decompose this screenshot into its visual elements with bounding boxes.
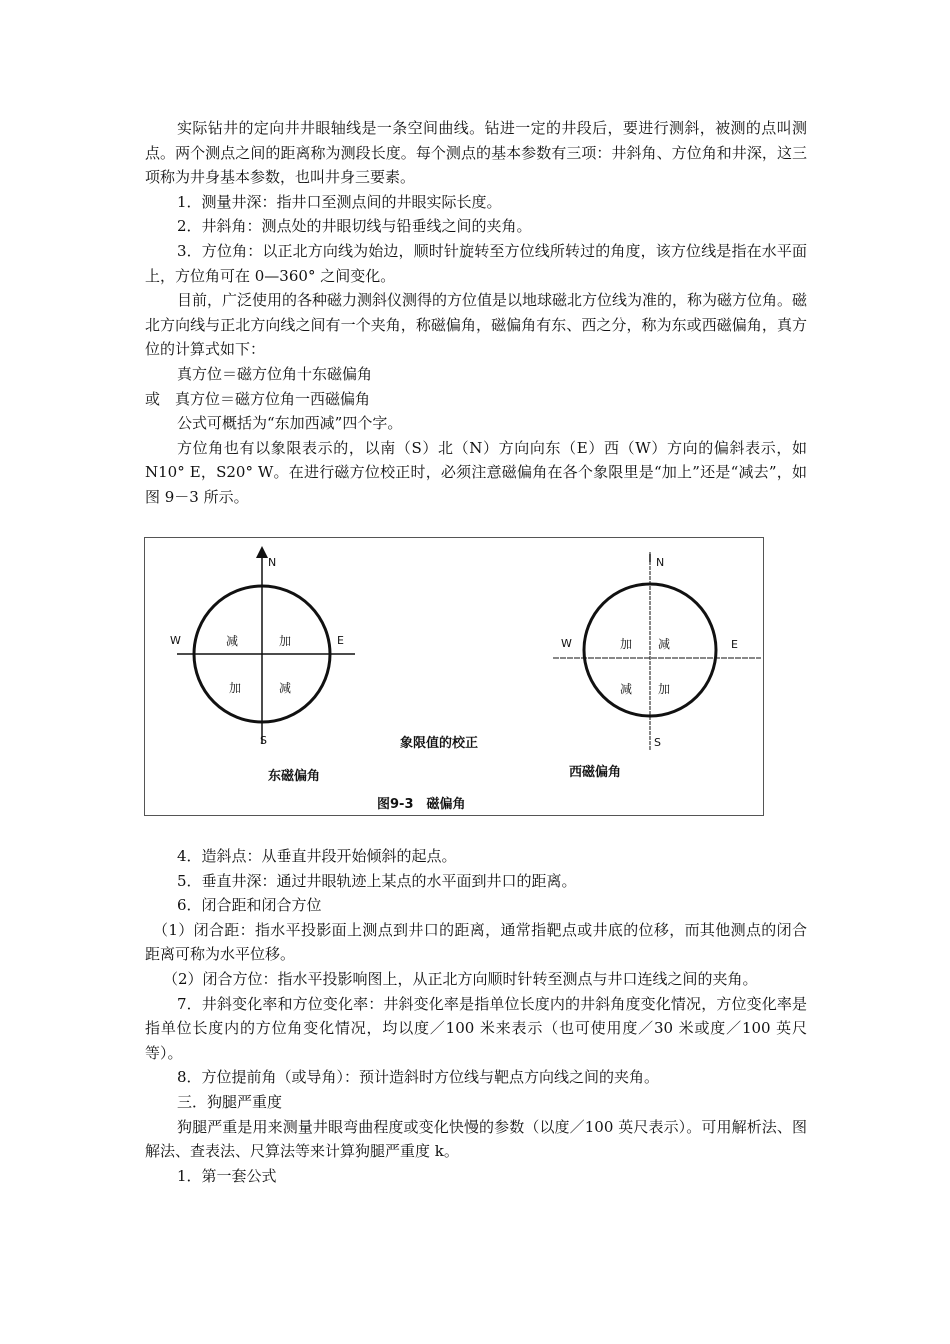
paragraph-lead-angle: 8．方位提前角（或导角）：预计造斜时方位线与靶点方向线之间的夹角。 (177, 1068, 660, 1087)
left-quadrant-nw: 减 (226, 634, 239, 648)
paragraph-azimuth: 3．方位角：以正北方向线为始边，顺时针旋转至方位线所转过的角度，该方位线是指在水平面上，方位角可在 0—360° 之间变化。 (145, 241, 807, 285)
left-east-label: E (337, 634, 344, 647)
paragraph-quadrant: 方位角也有以象限表示的，以南（S）北（N）方向向东（E）西（W）方向的偏斜表示，如 N10° E，S20° W。在进行磁方位校正时，必须注意磁偏角在各个象限里是“加上”还是“减去”，如图 9－3 所示。 (145, 438, 807, 506)
right-quadrant-nw: 加 (620, 637, 633, 651)
left-west-label: W (170, 634, 181, 647)
paragraph-intro: 实际钻井的定向井井眼轴线是一条空间曲线。钻进一定的井段后，要进行测斜，被测的点叫测点。两个测点之间的距离称为测段长度。每个测点的基本参数有三项：井斜角、方位角和井深，这三项称为井身基本参数，也叫井身三要素。 (145, 119, 807, 187)
right-west-label: W (561, 637, 572, 650)
paragraph-magnetic-azimuth: 目前，广泛使用的各种磁力测斜仪测得的方位值是以地球磁北方位线为准的，称为磁方位角。磁北方向线与正北方向线之间有一个夹角，称磁偏角，磁偏角有东、西之分，称为东或西磁偏角，真方位的计算式如下： (145, 291, 808, 359)
paragraph-first-formula: 1．第一套公式 (177, 1166, 277, 1185)
right-quadrant-ne: 减 (658, 637, 671, 651)
paragraph-change-rates: 7．井斜变化率和方位变化率：井斜变化率是指单位长度内的井斜角度变化情况，方位变化率是指单位长度内的方位角变化情况，均以度／100 米来表示（也可使用度／30 米或度／100 英尺等）。 (145, 994, 807, 1062)
paragraph-vertical-depth: 5．垂直井深：通过井眼轨迹上某点的水平面到井口的距离。 (177, 871, 577, 890)
right-diagram-caption: 西磁偏角 (569, 765, 622, 780)
figure-magnetic-declination (144, 537, 764, 816)
paragraph-kickoff-point: 4．造斜点：从垂直井段开始倾斜的起点。 (177, 847, 457, 865)
section-heading-dogleg: 三．狗腿严重度 (177, 1092, 283, 1111)
paragraph-measured-depth: 1．测量井深：指井口至测点间的井眼实际长度。 (177, 192, 502, 211)
figure-caption: 图9-3 磁偏角 (377, 797, 466, 812)
paragraph-closure-heading: 6．闭合距和闭合方位 (177, 896, 322, 915)
left-quadrant-sw: 加 (229, 681, 242, 695)
paragraph-inclination: 2．井斜角：测点处的井眼切线与铅垂线之间的夹角。 (177, 217, 532, 236)
bottom-text-block (145, 844, 807, 1188)
left-quadrant-se: 减 (279, 681, 292, 695)
formula-east: 真方位＝磁方位角十东磁偏角 (177, 364, 373, 383)
right-quadrant-se: 加 (658, 682, 671, 696)
east-declination-diagram (170, 552, 355, 747)
west-declination-diagram (553, 552, 761, 750)
paragraph-closure-distance: （1）闭合距：指水平投影面上测点到井口的距离，通常指靶点或井底的位移，而其他测点的闭合距离可称为水平位移。 (145, 920, 807, 964)
right-east-label: E (731, 638, 738, 651)
left-diagram-caption: 东磁偏角 (268, 769, 321, 784)
formula-west: 或 真方位＝磁方位角一西磁偏角 (145, 389, 371, 408)
paragraph-dogleg: 狗腿严重是用来测量井眼弯曲程度或变化快慢的参数（以度／100 英尺表示）。可用解析法、图解法、查表法、尺算法等来计算狗腿严重度 k。 (145, 1117, 807, 1161)
left-north-label: N (268, 556, 277, 569)
right-south-label: S (654, 736, 661, 749)
right-quadrant-sw: 减 (620, 682, 633, 696)
left-quadrant-ne: 加 (279, 634, 292, 648)
right-north-label: N (656, 556, 665, 569)
paragraph-closure-azimuth: （2）闭合方位：指水平投影响图上，从正北方向顺时针转至测点与井口连线之间的夹角。 (163, 969, 758, 988)
top-text-block (145, 116, 807, 510)
declination-diagram (145, 538, 765, 817)
left-south-label: S (260, 734, 267, 747)
paragraph-mnemonic: 公式可概括为“东加西减”四个字。 (177, 414, 403, 433)
figure-center-title: 象限值的校正 (400, 736, 479, 751)
